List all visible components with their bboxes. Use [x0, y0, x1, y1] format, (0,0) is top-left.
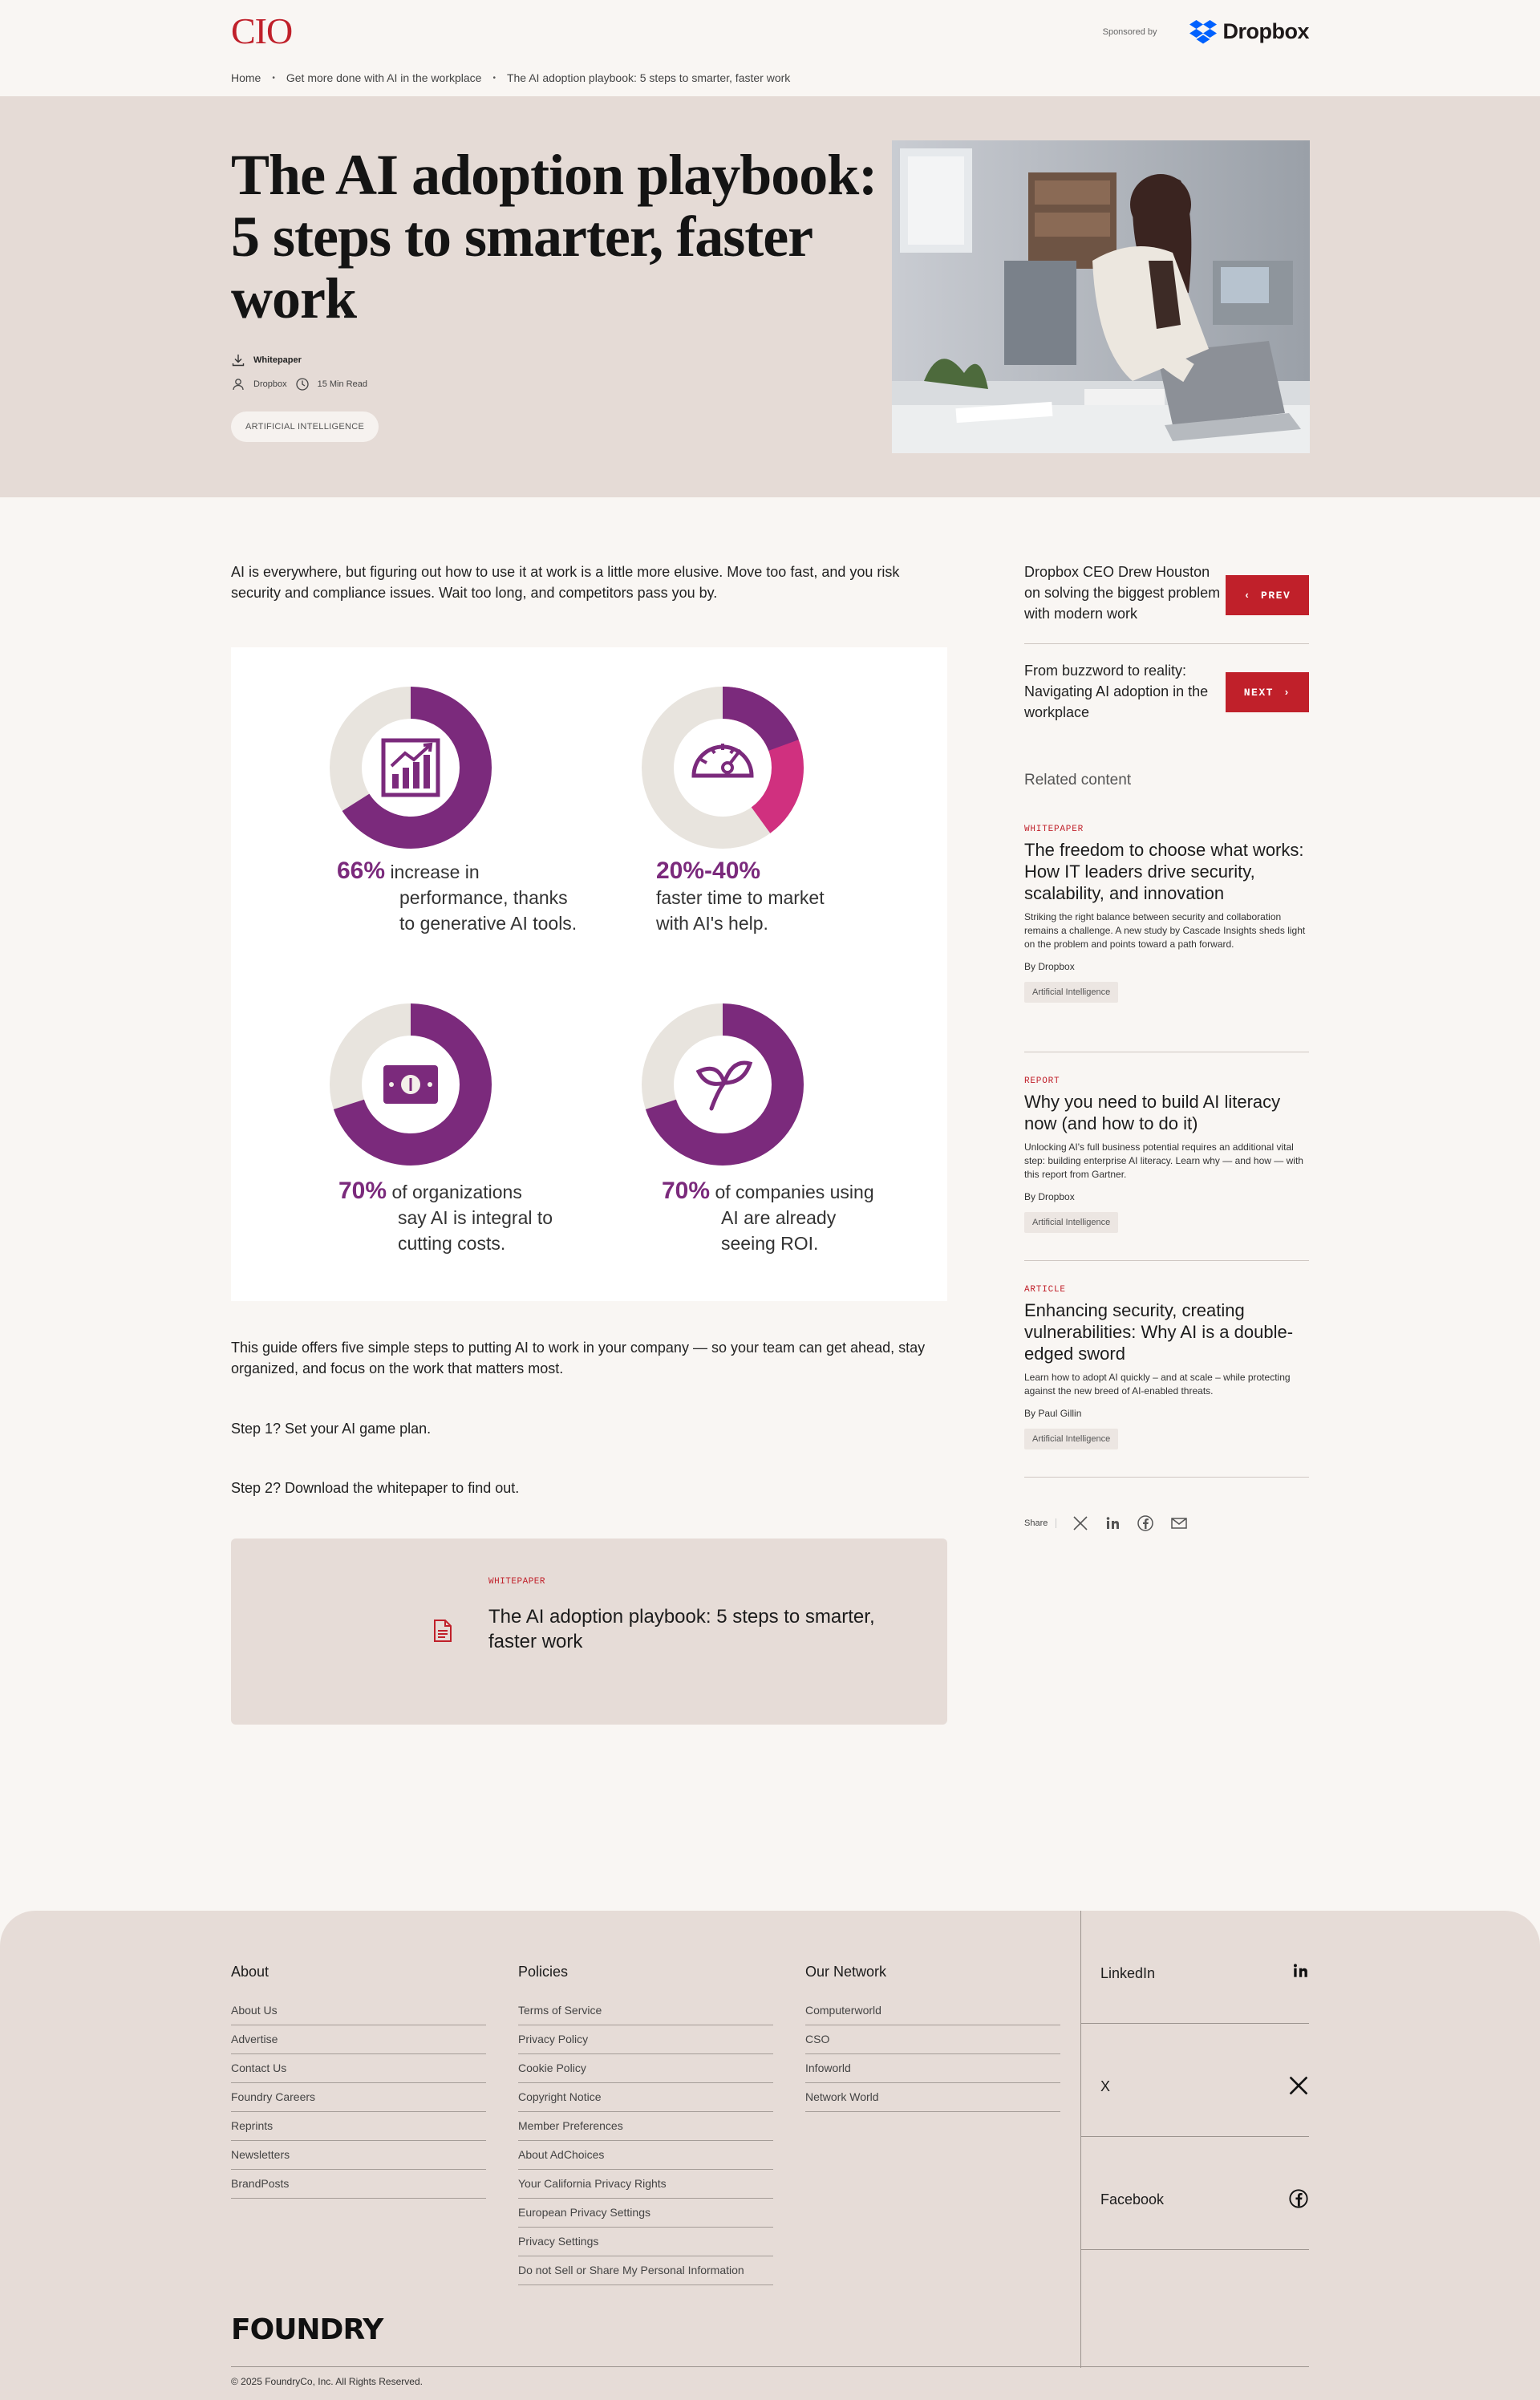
stat-percent: 70% — [338, 1178, 387, 1204]
sponsor-block — [1103, 19, 1309, 44]
dropbox-logo[interactable] — [1189, 19, 1310, 44]
share-bar — [1024, 1514, 1188, 1532]
footer-link[interactable]: Copyright Notice — [518, 2083, 773, 2112]
article-step-1: Step 1? Set your AI game plan. — [231, 1421, 432, 1437]
document-icon — [433, 1619, 452, 1643]
x-icon — [1288, 2075, 1309, 2096]
breadcrumb-current[interactable]: The AI adoption playbook: 5 steps to smarter, faster work — [506, 71, 791, 84]
stat-cost-cutting — [338, 1178, 611, 1256]
footer-heading: About — [231, 1964, 270, 1980]
speedometer-icon — [694, 744, 752, 776]
footer-network — [805, 1964, 1060, 2112]
breadcrumb-home[interactable]: Home — [231, 71, 261, 84]
related-item[interactable] — [1024, 1076, 1309, 1261]
linkedin-icon — [1291, 1962, 1309, 1980]
stat-line: increase in — [390, 861, 480, 882]
footer-link[interactable]: Terms of Service — [518, 1997, 773, 2025]
footer-link[interactable]: Contact Us — [231, 2054, 486, 2083]
related-author: By Dropbox — [1024, 961, 1075, 972]
social-label: Facebook — [1100, 2191, 1165, 2207]
card-kicker: WHITEPAPER — [488, 1577, 546, 1587]
breadcrumb-separator: • — [272, 73, 275, 83]
footer-link[interactable]: Computerworld — [805, 1997, 1060, 2025]
related-tag[interactable]: Artificial Intelligence — [1024, 1212, 1118, 1233]
topic-tag[interactable]: ARTIFICIAL INTELLIGENCE — [231, 411, 379, 442]
prev-article-title[interactable]: Dropbox CEO Drew Houston on solving the biggest problem with modern work — [1024, 564, 1221, 622]
next-label: NEXT — [1243, 686, 1274, 699]
footer-link[interactable]: Newsletters — [231, 2141, 486, 2170]
foundry-logo[interactable]: FOUNDRY — [231, 2313, 383, 2346]
stat-line: with AI's help. — [656, 913, 768, 934]
footer-link[interactable]: CSO — [805, 2025, 1060, 2054]
footer-link[interactable]: Cookie Policy — [518, 2054, 773, 2083]
stat-line: of organizations — [391, 1182, 522, 1202]
footer-link[interactable]: Infoworld — [805, 2054, 1060, 2083]
donut-chart-70a — [329, 1003, 492, 1166]
facebook-icon — [1288, 2188, 1309, 2209]
sidebar — [1024, 561, 1309, 1528]
next-article — [1024, 660, 1309, 747]
stat-line: to generative AI tools. — [399, 913, 578, 934]
footer-bottom-divider — [231, 2366, 1309, 2367]
stat-line: performance, thanks — [399, 887, 568, 908]
social-label: LinkedIn — [1100, 1965, 1156, 1981]
stat-performance — [337, 858, 594, 936]
hero-section — [0, 96, 1540, 497]
footer-heading: Our Network — [805, 1964, 887, 1980]
page-title: The AI adoption playbook: 5 steps to smarter, faster work — [231, 143, 877, 330]
stat-roi — [662, 1178, 934, 1256]
footer-link[interactable]: BrandPosts — [231, 2170, 486, 2199]
footer-link[interactable]: Privacy Settings — [518, 2228, 773, 2256]
footer-link[interactable]: Advertise — [231, 2025, 486, 2054]
footer-social-linkedin[interactable] — [1080, 1911, 1309, 2024]
related-desc: Striking the right balance between security and collaboration remains a challenge. A new study by Cascade Insights sheds light on the problem and points toward a path forward. — [1024, 911, 1306, 950]
sponsor-label: Sponsored by — [1102, 26, 1157, 37]
stat-line: faster time to market — [656, 887, 825, 908]
sprout-icon — [699, 1063, 750, 1109]
related-author: By Paul Gillin — [1024, 1408, 1082, 1419]
copyright: © 2025 FoundryCo, Inc. All Rights Reserved. — [231, 2376, 423, 2387]
footer-link[interactable]: European Privacy Settings — [518, 2199, 773, 2228]
breadcrumb-separator: • — [492, 73, 496, 83]
breadcrumb-section[interactable]: Get more done with AI in the workplace — [286, 71, 482, 84]
related-title[interactable]: Why you need to build AI literacy now (and how to do it) — [1024, 1092, 1281, 1133]
chevron-right-icon: › — [1283, 686, 1291, 699]
breadcrumb — [231, 71, 790, 84]
related-kicker: ARTICLE — [1024, 1285, 1066, 1295]
dropbox-icon — [1189, 20, 1217, 44]
related-tag[interactable]: Artificial Intelligence — [1024, 982, 1118, 1003]
footer-policies — [518, 1964, 773, 2285]
next-article-title[interactable]: From buzzword to reality: Navigating AI adoption in the workplace — [1024, 663, 1209, 720]
stat-percent: 20%-40% — [656, 857, 761, 884]
footer-link[interactable]: Reprints — [231, 2112, 486, 2141]
article-step-2: Step 2? Download the whitepaper to find out. — [231, 1480, 520, 1496]
site-footer — [0, 1911, 1540, 2400]
content-type — [231, 353, 302, 367]
related-title[interactable]: The freedom to choose what works: How IT leaders drive security, scalability, and innovation — [1024, 840, 1304, 903]
footer-link[interactable]: About Us — [231, 1997, 486, 2025]
facebook-share-icon[interactable] — [1137, 1514, 1154, 1532]
person-icon — [231, 377, 245, 391]
stat-line: cutting costs. — [398, 1233, 506, 1254]
stat-time-to-market — [656, 858, 913, 936]
social-label: X — [1100, 2078, 1111, 2094]
footer-social-x[interactable] — [1080, 2024, 1309, 2137]
footer-link[interactable]: Privacy Policy — [518, 2025, 773, 2054]
footer-link[interactable]: Member Preferences — [518, 2112, 773, 2141]
prev-label: PREV — [1261, 589, 1291, 602]
stat-line: seeing ROI. — [721, 1233, 819, 1254]
card-title[interactable]: The AI adoption playbook: 5 steps to smarter, faster work — [488, 1606, 875, 1652]
article-body — [231, 561, 947, 1652]
donut-chart-40 — [641, 686, 804, 849]
linkedin-share-icon[interactable] — [1104, 1515, 1121, 1531]
prev-article — [1024, 561, 1309, 644]
prev-button[interactable] — [1226, 575, 1309, 615]
site-header — [0, 0, 1540, 56]
content-type-label: Whitepaper — [253, 355, 302, 365]
related-author: By Dropbox — [1024, 1191, 1075, 1202]
footer-heading: Policies — [518, 1964, 569, 1980]
related-item[interactable] — [1024, 1285, 1309, 1478]
email-share-icon[interactable] — [1170, 1516, 1188, 1530]
download-icon — [231, 353, 245, 367]
stat-line: say AI is integral to — [398, 1207, 553, 1228]
related-desc: Unlocking AI's full business potential requires an additional vital step: building enterprise AI literacy. Learn why — and how — with this report from Gartner. — [1024, 1141, 1303, 1180]
related-desc: Learn how to adopt AI quickly – and at scale – while protecting against the new breed of AI-enabled threats. — [1024, 1372, 1291, 1397]
article-paragraph: This guide offers five simple steps to putting AI to work in your company — so your team can get ahead, stay organized, and focus on the work that matters most. — [231, 1340, 926, 1376]
stat-line: AI are already — [721, 1207, 837, 1228]
article-intro: AI is everywhere, but figuring out how to use it at work is a little more elusive. Move too fast, and you risk security and compliance issues. Wait too long, and competitors pass you by. — [231, 564, 900, 601]
stat-percent: 70% — [662, 1178, 711, 1204]
related-heading: Related content — [1024, 772, 1132, 789]
related-kicker: WHITEPAPER — [1024, 825, 1084, 834]
footer-link[interactable]: Your California Privacy Rights — [518, 2170, 773, 2199]
next-button[interactable] — [1226, 672, 1309, 712]
x-share-icon[interactable] — [1072, 1515, 1088, 1531]
footer-link[interactable]: Network World — [805, 2083, 1060, 2112]
whitepaper-download-card[interactable] — [231, 1539, 947, 1725]
dropbox-wordmark: Dropbox — [1222, 19, 1309, 43]
related-kicker: REPORT — [1024, 1076, 1060, 1086]
footer-link[interactable]: Do not Sell or Share My Personal Information — [518, 2256, 773, 2285]
stat-percent: 66% — [337, 857, 386, 884]
stats-infographic — [231, 647, 947, 1301]
related-tag[interactable]: Artificial Intelligence — [1024, 1429, 1118, 1449]
money-icon — [383, 1065, 438, 1104]
footer-social-facebook[interactable] — [1080, 2137, 1309, 2250]
donut-chart-70b — [641, 1003, 804, 1166]
chevron-left-icon: ‹ — [1243, 589, 1252, 602]
footer-link[interactable]: About AdChoices — [518, 2141, 773, 2170]
related-item[interactable] — [1024, 825, 1309, 1052]
hero-image — [892, 140, 1310, 453]
footer-about — [231, 1964, 486, 2199]
donut-chart-66 — [329, 686, 492, 849]
cio-logo[interactable]: CIO — [231, 10, 293, 51]
footer-link[interactable]: Foundry Careers — [231, 2083, 486, 2112]
stat-line: of companies using — [715, 1182, 874, 1202]
author-name[interactable]: Dropbox — [253, 379, 287, 389]
byline — [231, 377, 367, 391]
share-label: Share — [1024, 1518, 1056, 1528]
chart-growth-icon — [383, 740, 438, 795]
read-time: 15 Min Read — [317, 379, 367, 389]
clock-icon — [295, 377, 310, 391]
related-title[interactable]: Enhancing security, creating vulnerabilities: Why AI is a double-edged sword — [1024, 1300, 1294, 1364]
